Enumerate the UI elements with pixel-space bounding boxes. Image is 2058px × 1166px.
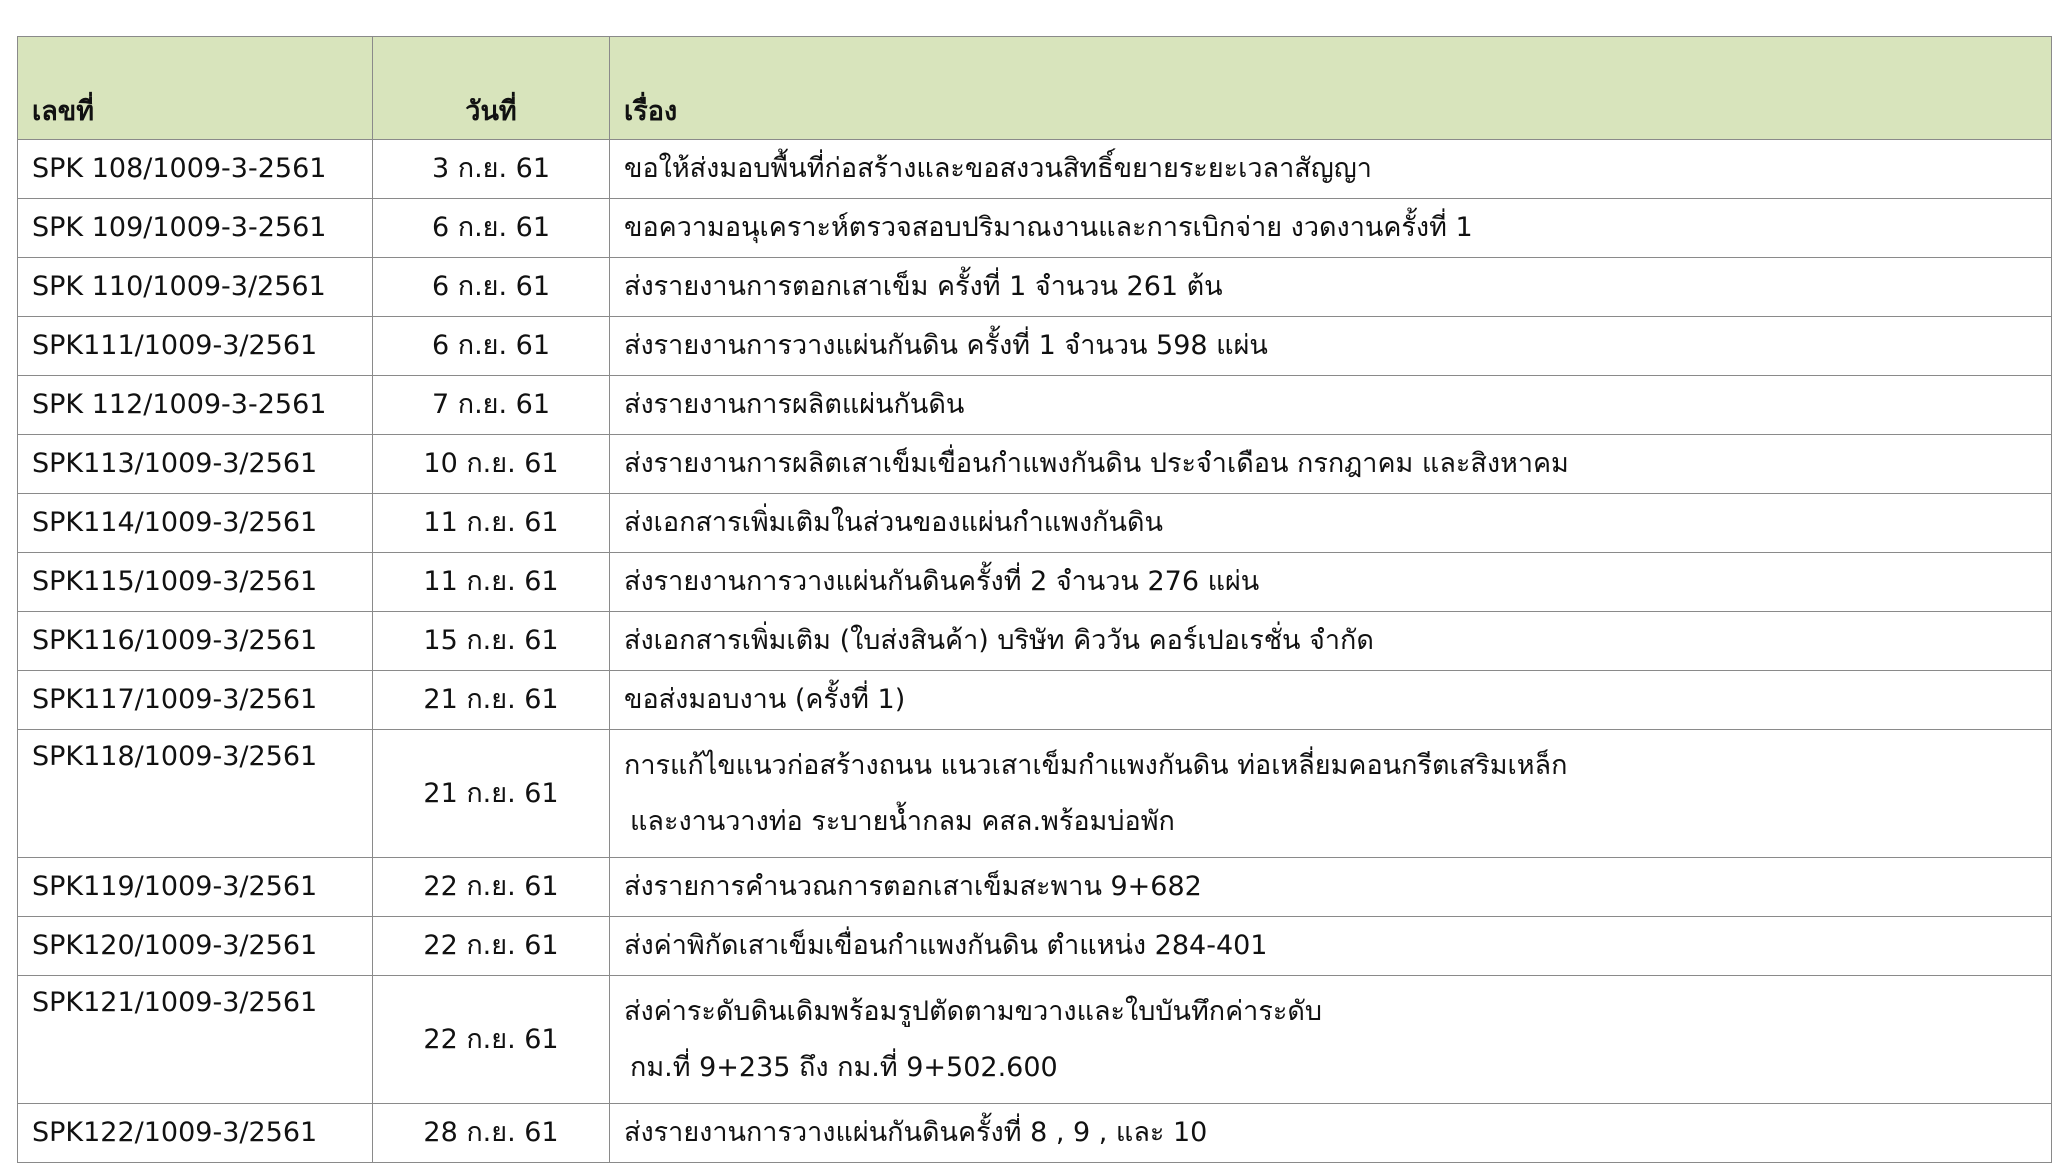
letter-number: SPK113/1009-3/2561 — [18, 435, 373, 494]
letter-subject — [610, 612, 2052, 671]
table-row — [18, 976, 2052, 1104]
letter-date: 21 ก.ย. 61 — [373, 730, 610, 858]
letter-subject — [610, 858, 2052, 917]
letter-date: 22 ก.ย. 61 — [373, 917, 610, 976]
letter-subject — [610, 553, 2052, 612]
letter-date: 6 ก.ย. 61 — [373, 258, 610, 317]
letter-number: SPK118/1009-3/2561 — [18, 730, 373, 858]
letter-number: SPK 109/1009-3-2561 — [18, 199, 373, 258]
letter-number: SPK120/1009-3/2561 — [18, 917, 373, 976]
letter-date: 10 ก.ย. 61 — [373, 435, 610, 494]
letter-number: SPK121/1009-3/2561 — [18, 976, 373, 1104]
letter-number: SPK114/1009-3/2561 — [18, 494, 373, 553]
subject-line: และงานวางท่อ ระบายน้ำกลม คสล.พร้อมบ่อพัก — [630, 805, 1175, 837]
letter-subject — [610, 258, 2052, 317]
table-row — [18, 258, 2052, 317]
letter-number: SPK116/1009-3/2561 — [18, 612, 373, 671]
header-subject: เรื่อง — [610, 37, 2052, 140]
table-row — [18, 553, 2052, 612]
letter-subject — [610, 917, 2052, 976]
letter-date: 22 ก.ย. 61 — [373, 858, 610, 917]
table-row — [18, 494, 2052, 553]
letter-subject — [610, 730, 2052, 858]
letter-number: SPK 112/1009-3-2561 — [18, 376, 373, 435]
table-row — [18, 376, 2052, 435]
table-row — [18, 917, 2052, 976]
letter-subject — [610, 976, 2052, 1104]
letter-date: 22 ก.ย. 61 — [373, 976, 610, 1104]
subject-line: กม.ที่ 9+235 ถึง กม.ที่ 9+502.600 — [630, 1051, 1058, 1083]
letter-date: 6 ก.ย. 61 — [373, 199, 610, 258]
letters-table — [17, 36, 2052, 1163]
subject-line: การแก้ไขแนวก่อสร้างถนน แนวเสาเข็มกำแพงกันดิน ท่อเหลี่ยมคอนกรีตเสริมเหล็ก — [624, 749, 1568, 781]
letter-subject — [610, 1104, 2052, 1163]
letter-subject — [610, 376, 2052, 435]
letter-subject — [610, 494, 2052, 553]
subject-line: ส่งรายงานการวางแผ่นกันดิน ครั้งที่ 1 จำนวน 598 แผ่น — [624, 330, 1268, 361]
subject-line: ส่งรายงานการวางแผ่นกันดินครั้งที่ 2 จำนวน 276 แผ่น — [624, 566, 1260, 597]
letter-date: 21 ก.ย. 61 — [373, 671, 610, 730]
letter-date: 28 ก.ย. 61 — [373, 1104, 610, 1163]
header-row — [18, 37, 2052, 140]
subject-line: ส่งค่าระดับดินเดิมพร้อมรูปตัดตามขวางและใบบันทึกค่าระดับ — [624, 995, 1323, 1027]
table-row — [18, 671, 2052, 730]
letter-subject — [610, 671, 2052, 730]
letter-date: 15 ก.ย. 61 — [373, 612, 610, 671]
letter-subject — [610, 199, 2052, 258]
subject-line: ขอความอนุเคราะห์ตรวจสอบปริมาณงานและการเบิกจ่าย งวดงานครั้งที่ 1 — [624, 212, 1473, 243]
subject-line: ขอให้ส่งมอบพื้นที่ก่อสร้างและขอสงวนสิทธิ์ขยายระยะเวลาสัญญา — [624, 153, 1372, 184]
table-row — [18, 435, 2052, 494]
letter-number: SPK111/1009-3/2561 — [18, 317, 373, 376]
letter-date: 6 ก.ย. 61 — [373, 317, 610, 376]
subject-line: ส่งรายงานการวางแผ่นกันดินครั้งที่ 8 , 9 , และ 10 — [624, 1117, 1208, 1148]
letter-date: 11 ก.ย. 61 — [373, 494, 610, 553]
letter-subject — [610, 317, 2052, 376]
letter-subject — [610, 140, 2052, 199]
letter-subject — [610, 435, 2052, 494]
subject-line: ส่งเอกสารเพิ่มเติม (ใบส่งสินค้า) บริษัท คิววัน คอร์เปอเรชั่น จำกัด — [624, 625, 1374, 656]
table-row — [18, 612, 2052, 671]
table-row — [18, 1104, 2052, 1163]
letter-number: SPK122/1009-3/2561 — [18, 1104, 373, 1163]
header-number: เลขที่ — [18, 37, 373, 140]
subject-line: ส่งรายงานการผลิตเสาเข็มเขื่อนกำแพงกันดิน ประจำเดือน กรกฎาคม และสิงหาคม — [624, 448, 1569, 479]
table-row — [18, 140, 2052, 199]
subject-line: ขอส่งมอบงาน (ครั้งที่ 1) — [624, 684, 906, 715]
header-date: วันที่ — [373, 37, 610, 140]
subject-line: ส่งค่าพิกัดเสาเข็มเขื่อนกำแพงกันดิน ตำแหน่ง 284-401 — [624, 930, 1268, 961]
letter-number: SPK119/1009-3/2561 — [18, 858, 373, 917]
table-header — [18, 37, 2052, 140]
letter-date: 7 ก.ย. 61 — [373, 376, 610, 435]
table-row — [18, 199, 2052, 258]
letter-number: SPK 108/1009-3-2561 — [18, 140, 373, 199]
letter-number: SPK117/1009-3/2561 — [18, 671, 373, 730]
letter-date: 11 ก.ย. 61 — [373, 553, 610, 612]
subject-line: ส่งรายงานการตอกเสาเข็ม ครั้งที่ 1 จำนวน 261 ต้น — [624, 271, 1223, 302]
table-body — [18, 140, 2052, 1163]
letter-date: 3 ก.ย. 61 — [373, 140, 610, 199]
subject-line: ส่งรายงานการผลิตแผ่นกันดิน — [624, 389, 965, 420]
subject-line: ส่งเอกสารเพิ่มเติมในส่วนของแผ่นกำแพงกันดิน — [624, 507, 1163, 538]
subject-line: ส่งรายการคำนวณการตอกเสาเข็มสะพาน 9+682 — [624, 871, 1202, 902]
table-row — [18, 730, 2052, 858]
letter-number: SPK115/1009-3/2561 — [18, 553, 373, 612]
letter-number: SPK 110/1009-3/2561 — [18, 258, 373, 317]
table-row — [18, 317, 2052, 376]
table-row — [18, 858, 2052, 917]
